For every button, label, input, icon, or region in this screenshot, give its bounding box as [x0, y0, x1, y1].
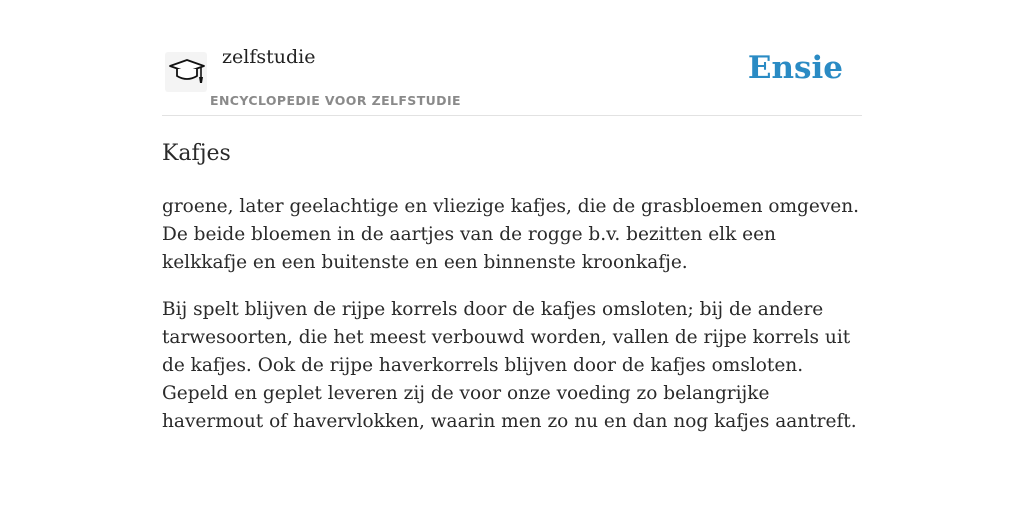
- graduation-cap-icon: [168, 57, 206, 87]
- logo[interactable]: [165, 52, 207, 92]
- article-title: Kafjes: [162, 141, 231, 166]
- ensie-home-link[interactable]: Ensie: [747, 50, 843, 86]
- article-paragraph-2: Bij spelt blijven de rijpe korrels door de kafjes omsloten; bij de andere tarwesoorten, die het meest verbouwd worden, vallen de rijpe korrels uit de kafjes. Ook de rijpe haverkorrels blijven door de kafjes omsloten. Gepeld en geplet leveren zij de voor onze voeding zo belangrijke havermout of havervlokken, waarin men zo nu en dan nog kafjes aantreft.: [162, 299, 857, 432]
- site-header: [162, 0, 862, 116]
- article-paragraph-1: groene, later geelachtige en vliezige kafjes, die de grasbloemen omgeven. De beide bloemen in de aartjes van de rogge b.v. bezitten elk een kelkkafje en een buitenste en een binnenste kroonkafje.: [162, 196, 860, 273]
- brand-name[interactable]: zelfstudie: [222, 46, 316, 68]
- brand-tagline: ENCYCLOPEDIE VOOR ZELFSTUDIE: [210, 93, 461, 108]
- article: [162, 138, 862, 436]
